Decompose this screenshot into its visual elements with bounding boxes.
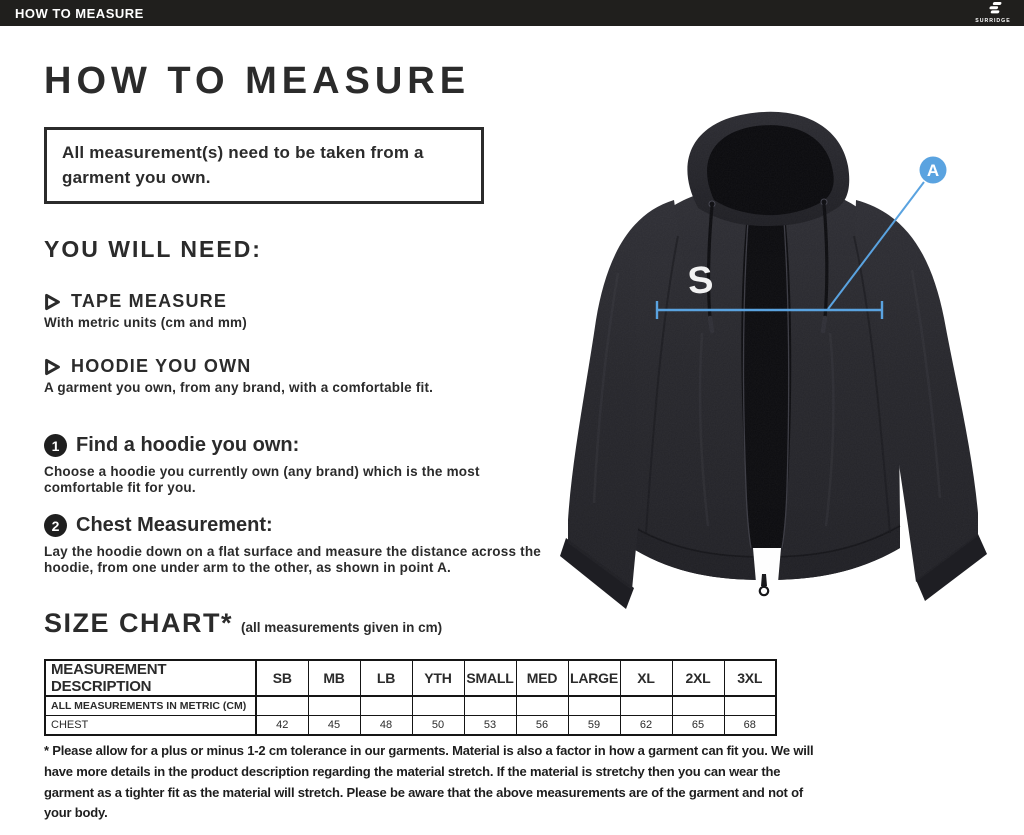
table-row <box>45 716 776 736</box>
column-header: 2XL <box>672 660 724 696</box>
table-cell <box>412 696 464 716</box>
note-box <box>44 127 484 204</box>
column-header: MEASUREMENT DESCRIPTION <box>45 660 256 696</box>
column-header: LB <box>360 660 412 696</box>
need-item-description: A garment you own, from any brand, with a comfortable fit. <box>44 380 434 395</box>
brand-name: SURRIDGE <box>975 18 1011 24</box>
need-item-header <box>44 291 247 312</box>
topbar <box>0 0 1024 26</box>
column-header: 3XL <box>724 660 776 696</box>
need-item-hoodie <box>44 356 433 395</box>
step-1-number-badge: 1 <box>44 434 67 457</box>
step-1-description: Choose a hoodie you currently own (any brand) which is the most comfortable fit for you. <box>44 464 480 496</box>
fabric-texture <box>560 88 1022 610</box>
you-will-need-heading: YOU WILL NEED: <box>44 236 262 262</box>
size-chart-subtitle: (all measurements given in cm) <box>241 620 443 635</box>
column-header: XL <box>620 660 672 696</box>
column-header: YTH <box>412 660 464 696</box>
step-1-title: Find a hoodie you own: <box>76 434 300 456</box>
table-row <box>45 696 776 716</box>
table-cell: 62 <box>620 716 672 736</box>
column-header: MED <box>516 660 568 696</box>
table-cell: 45 <box>308 716 360 736</box>
step-2-title: Chest Measurement: <box>76 514 273 536</box>
page-title: HOW TO MEASURE <box>44 60 471 102</box>
row-label: CHEST <box>45 716 256 736</box>
topbar-title: HOW TO MEASURE <box>15 5 144 21</box>
need-item-label: TAPE MEASURE <box>71 291 228 311</box>
tolerance-footnote: * Please allow for a plus or minus 1-2 cm tolerance in our garments. Material is also a factor in how a garment can fit you. We will have more details in the product description regarding the material stretch. If the material is stretchy then you can wear the garment as a tighter fit as the material will stretch. Please be aware that the above measurements are of the garment and not of your body. <box>44 743 814 821</box>
triangle-bullet-icon <box>44 358 61 376</box>
point-a-label: A <box>926 161 940 180</box>
note-text: All measurement(s) need to be taken from a garment you own. <box>62 143 424 187</box>
table-cell <box>568 696 620 716</box>
step-header <box>44 514 559 537</box>
row-label: ALL MEASUREMENTS IN METRIC (CM) <box>45 696 256 716</box>
size-chart-heading <box>44 608 442 639</box>
size-chart-title: SIZE CHART* <box>44 608 234 638</box>
need-item-header <box>44 356 433 377</box>
table-cell <box>516 696 568 716</box>
column-header: SMALL <box>464 660 516 696</box>
table-cell <box>724 696 776 716</box>
table-cell: 68 <box>724 716 776 736</box>
table-cell <box>464 696 516 716</box>
need-item-tape-measure <box>44 291 247 330</box>
column-header: MB <box>308 660 360 696</box>
table-cell: 48 <box>360 716 412 736</box>
size-chart-table <box>44 659 777 736</box>
need-item-label: HOODIE YOU OWN <box>71 356 252 376</box>
table-cell <box>308 696 360 716</box>
step-2-description: Lay the hoodie down on a flat surface and measure the distance across the hoodie, from one under arm to the other, as shown in point A. <box>44 544 541 576</box>
table-cell: 42 <box>256 716 308 736</box>
table-header-row <box>45 660 776 696</box>
table-cell <box>620 696 672 716</box>
table-cell: 53 <box>464 716 516 736</box>
surridge-logo <box>970 1 1016 25</box>
table-cell <box>256 696 308 716</box>
need-item-description: With metric units (cm and mm) <box>44 315 247 330</box>
step-2-number-badge: 2 <box>44 514 67 537</box>
column-header: SB <box>256 660 308 696</box>
surridge-s-icon <box>970 1 1016 25</box>
table-cell <box>672 696 724 716</box>
step-1 <box>44 434 519 496</box>
table-cell: 59 <box>568 716 620 736</box>
step-2 <box>44 514 559 576</box>
step-header <box>44 434 519 457</box>
column-header: LARGE <box>568 660 620 696</box>
hoodie-illustration <box>560 88 1022 610</box>
chest-logo: S <box>685 258 715 303</box>
table-cell: 50 <box>412 716 464 736</box>
table-cell: 65 <box>672 716 724 736</box>
triangle-bullet-icon <box>44 293 61 311</box>
table-cell: 56 <box>516 716 568 736</box>
hoodie-diagram <box>560 88 1022 610</box>
table-cell <box>360 696 412 716</box>
